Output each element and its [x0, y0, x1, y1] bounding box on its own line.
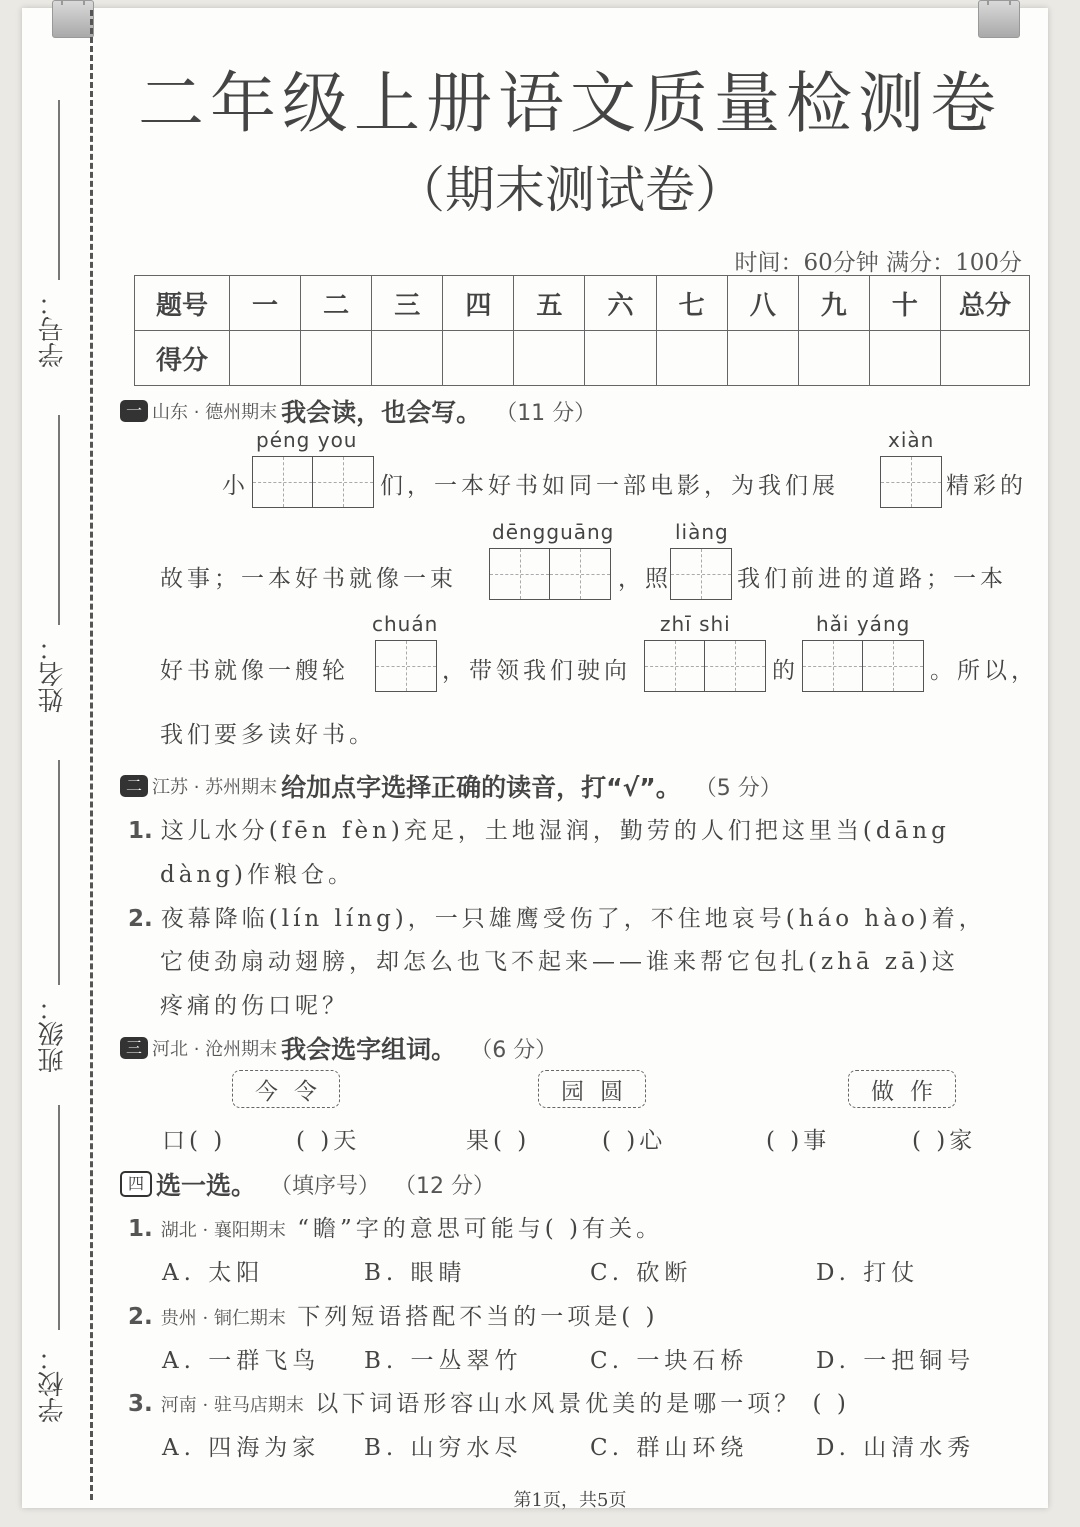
word-blank[interactable]: ( )心	[602, 1128, 667, 1154]
score-header-cell: 五	[514, 276, 585, 331]
s4-q2-source: 贵州 · 铜仁期末	[160, 1308, 286, 1329]
s2-q1-text-line1[interactable]: 这儿水分(fēn fèn)充足，土地湿润，勤劳的人们把这里当(dāng	[160, 818, 950, 844]
writing-grid-liang[interactable]	[670, 548, 732, 600]
writing-grid-xian[interactable]	[880, 456, 942, 508]
char-option: 园	[561, 1078, 584, 1105]
s4-q3-number: 3.	[128, 1391, 153, 1417]
char-option: 今	[255, 1078, 278, 1105]
s2-q1-line1	[128, 812, 950, 845]
writing-grid-chuan[interactable]	[375, 640, 437, 692]
score-header-cell: 九	[798, 276, 869, 331]
char-option: 圆	[600, 1078, 623, 1105]
word-blank[interactable]: ( )家	[912, 1128, 977, 1154]
s4-q3-option-a: A. 四海为家	[162, 1435, 321, 1461]
section-2-title: 给加点字选择正确的读音，打“√”。	[281, 773, 681, 802]
section-1-points: （11 分）	[495, 400, 597, 426]
s4-q2-option-c: C. 一块石桥	[590, 1348, 749, 1374]
writing-grid-haiyang[interactable]	[802, 640, 924, 692]
score-header-cell: 四	[443, 276, 514, 331]
section-2-header	[120, 768, 782, 804]
score-header-cell: 一	[230, 276, 301, 331]
section-3-title: 我会选字组词。	[281, 1035, 457, 1064]
pinyin-dengguang: dēngguāng	[492, 520, 615, 544]
s2-q2-number: 2.	[128, 906, 153, 932]
s1-line2-a: 故事；一本好书就像一束	[160, 566, 457, 592]
class-label: 班级：	[38, 995, 68, 1073]
section-2-badge: 二	[120, 775, 148, 797]
section-3-source: 河北 · 沧州期末	[152, 1039, 278, 1060]
s4-q1	[128, 1210, 663, 1243]
word-blank[interactable]: 口( )	[162, 1128, 227, 1154]
s1-line2-c: 我们前进的道路；一本	[737, 566, 1007, 592]
word-blank[interactable]: ( )天	[296, 1128, 361, 1154]
s1-line3-a: 好书就像一艘轮	[160, 658, 349, 684]
section-3-points: （6 分）	[470, 1037, 558, 1063]
score-cell[interactable]	[798, 331, 869, 386]
word-blank[interactable]: ( )事	[766, 1128, 831, 1154]
score-cell[interactable]	[514, 331, 585, 386]
s4-q1-number: 1.	[128, 1216, 153, 1242]
page-footer: 第1页，共5页	[513, 1490, 627, 1511]
s4-q2-number: 2.	[128, 1304, 153, 1330]
section-2-points: （5 分）	[694, 775, 782, 801]
s2-q2-text-line3: 疼痛的伤口呢？	[160, 993, 349, 1019]
writing-grid-pengyou[interactable]	[252, 456, 374, 508]
page-title: 二年级上册语文质量检测卷	[138, 65, 1002, 142]
school-line	[58, 1105, 60, 1330]
s4-q1-option-d: D. 打仗	[816, 1260, 920, 1286]
char-choice-group-2	[538, 1070, 646, 1108]
score-header-cell: 三	[372, 276, 443, 331]
name-line	[58, 415, 60, 625]
score-row-label: 得分	[135, 331, 230, 386]
binding-dashed-line	[90, 10, 93, 1500]
score-header-cell: 六	[585, 276, 656, 331]
school-label: 学校：	[38, 1345, 68, 1423]
s4-q2-option-a: A. 一群飞鸟	[162, 1348, 321, 1374]
score-header-cell: 七	[656, 276, 727, 331]
s4-q3-option-c: C. 群山环绕	[590, 1435, 749, 1461]
score-table-score-row	[135, 331, 1030, 386]
section-1-header	[120, 393, 596, 429]
section-1-badge: 一	[120, 400, 148, 422]
char-choice-group-1	[232, 1070, 340, 1108]
score-cell[interactable]	[727, 331, 798, 386]
score-table	[134, 275, 1030, 386]
pinyin-xian: xiàn	[888, 428, 935, 452]
s4-q1-option-a: A. 太阳	[162, 1260, 265, 1286]
s4-q2-option-b: B. 一丛翠竹	[364, 1348, 523, 1374]
pinyin-liang: liàng	[675, 520, 729, 544]
score-header-cell: 十	[869, 276, 940, 331]
section-4-title: 选一选。	[156, 1171, 257, 1200]
section-3-header	[120, 1030, 557, 1066]
score-cell[interactable]	[443, 331, 514, 386]
exam-info: 时间：60分钟 满分：100分	[734, 250, 1022, 276]
s2-q1-text-line2[interactable]: dàng)作粮仓。	[160, 862, 355, 888]
writing-grid-zhishi[interactable]	[644, 640, 766, 692]
s2-q2-line1	[128, 900, 986, 933]
s4-q1-source: 湖北 · 襄阳期末	[160, 1220, 286, 1241]
s2-q1-number: 1.	[128, 818, 153, 844]
s4-q2	[128, 1298, 659, 1331]
s1-line3-c: 的	[772, 658, 799, 684]
char-choice-group-3	[848, 1070, 956, 1108]
binder-clip-right	[978, 0, 1020, 38]
score-cell[interactable]	[585, 331, 656, 386]
s1-line1-c: 精彩的	[946, 473, 1027, 499]
binder-clip-left	[52, 0, 94, 38]
section-1-source: 山东 · 德州期末	[152, 402, 278, 423]
s2-q2-text-line1[interactable]: 夜幕降临(lín líng)，一只雄鹰受伤了，不住地哀号(háo hào)着，	[160, 906, 986, 932]
name-label: 姓名：	[38, 635, 68, 713]
s1-line1-b: 们，一本好书如同一部电影，为我们展	[380, 473, 839, 499]
s1-line2-b: ，照	[618, 566, 672, 592]
s1-line3-b: ，带领我们驶向	[442, 658, 631, 684]
student-id-label: 学号：	[38, 290, 68, 368]
score-header-cell: 题号	[135, 276, 230, 331]
s4-q1-option-c: C. 砍断	[590, 1260, 693, 1286]
score-header-cell: 二	[301, 276, 372, 331]
score-cell[interactable]	[372, 331, 443, 386]
s4-q2-option-d: D. 一把铜号	[816, 1348, 976, 1374]
section-1-title: 我会读，也会写。	[281, 398, 482, 427]
s4-q3-text[interactable]: 以下词语形容山水风景优美的是哪一项？ ( )	[315, 1391, 850, 1417]
s1-line1-a: 小	[222, 473, 249, 499]
s2-q2-text-line2[interactable]: 它使劲扇动翅膀，却怎么也飞不起来——谁来帮它包扎(zhā zā)这	[160, 949, 959, 975]
class-line	[58, 760, 60, 985]
s1-line4: 我们要多读好书。	[160, 722, 376, 748]
s4-q3-option-d: D. 山清水秀	[816, 1435, 976, 1461]
section-4-subtitle: （填序号）	[270, 1173, 381, 1199]
pinyin-haiyang: hǎi yáng	[816, 612, 911, 636]
s4-q3	[128, 1385, 850, 1418]
score-cell[interactable]	[656, 331, 727, 386]
section-3-badge: 三	[120, 1037, 148, 1059]
score-cell[interactable]	[230, 331, 301, 386]
pinyin-chuan: chuán	[372, 612, 439, 636]
page-subtitle: （期末测试卷）	[395, 161, 745, 219]
char-option: 令	[294, 1078, 317, 1105]
score-cell[interactable]	[941, 331, 1030, 386]
pinyin-zhishi: zhī shi	[660, 612, 731, 636]
section-4-header	[120, 1166, 495, 1202]
s4-q1-option-b: B. 眼睛	[364, 1260, 467, 1286]
s4-q1-text[interactable]: “瞻”字的意思可能与( )有关。	[297, 1216, 664, 1242]
char-option: 作	[910, 1078, 933, 1105]
section-4-points: （12 分）	[394, 1173, 496, 1199]
char-option: 做	[871, 1078, 894, 1105]
s4-q2-text[interactable]: 下列短语搭配不当的一项是( )	[297, 1304, 659, 1330]
s4-q3-option-b: B. 山穷水尽	[364, 1435, 523, 1461]
score-header-cell: 八	[727, 276, 798, 331]
section-2-source: 江苏 · 苏州期末	[152, 777, 278, 798]
score-table-header-row	[135, 276, 1030, 331]
s4-q3-source: 河南 · 驻马店期末	[160, 1395, 304, 1416]
word-blank[interactable]: 果( )	[466, 1128, 531, 1154]
score-cell[interactable]	[869, 331, 940, 386]
section-4-badge: 四	[120, 1171, 152, 1197]
pinyin-pengyou: péng you	[256, 428, 358, 452]
s1-line3-d: 。所以，	[930, 658, 1038, 684]
score-header-cell: 总分	[941, 276, 1030, 331]
score-cell[interactable]	[301, 331, 372, 386]
writing-grid-dengguang[interactable]	[489, 548, 611, 600]
